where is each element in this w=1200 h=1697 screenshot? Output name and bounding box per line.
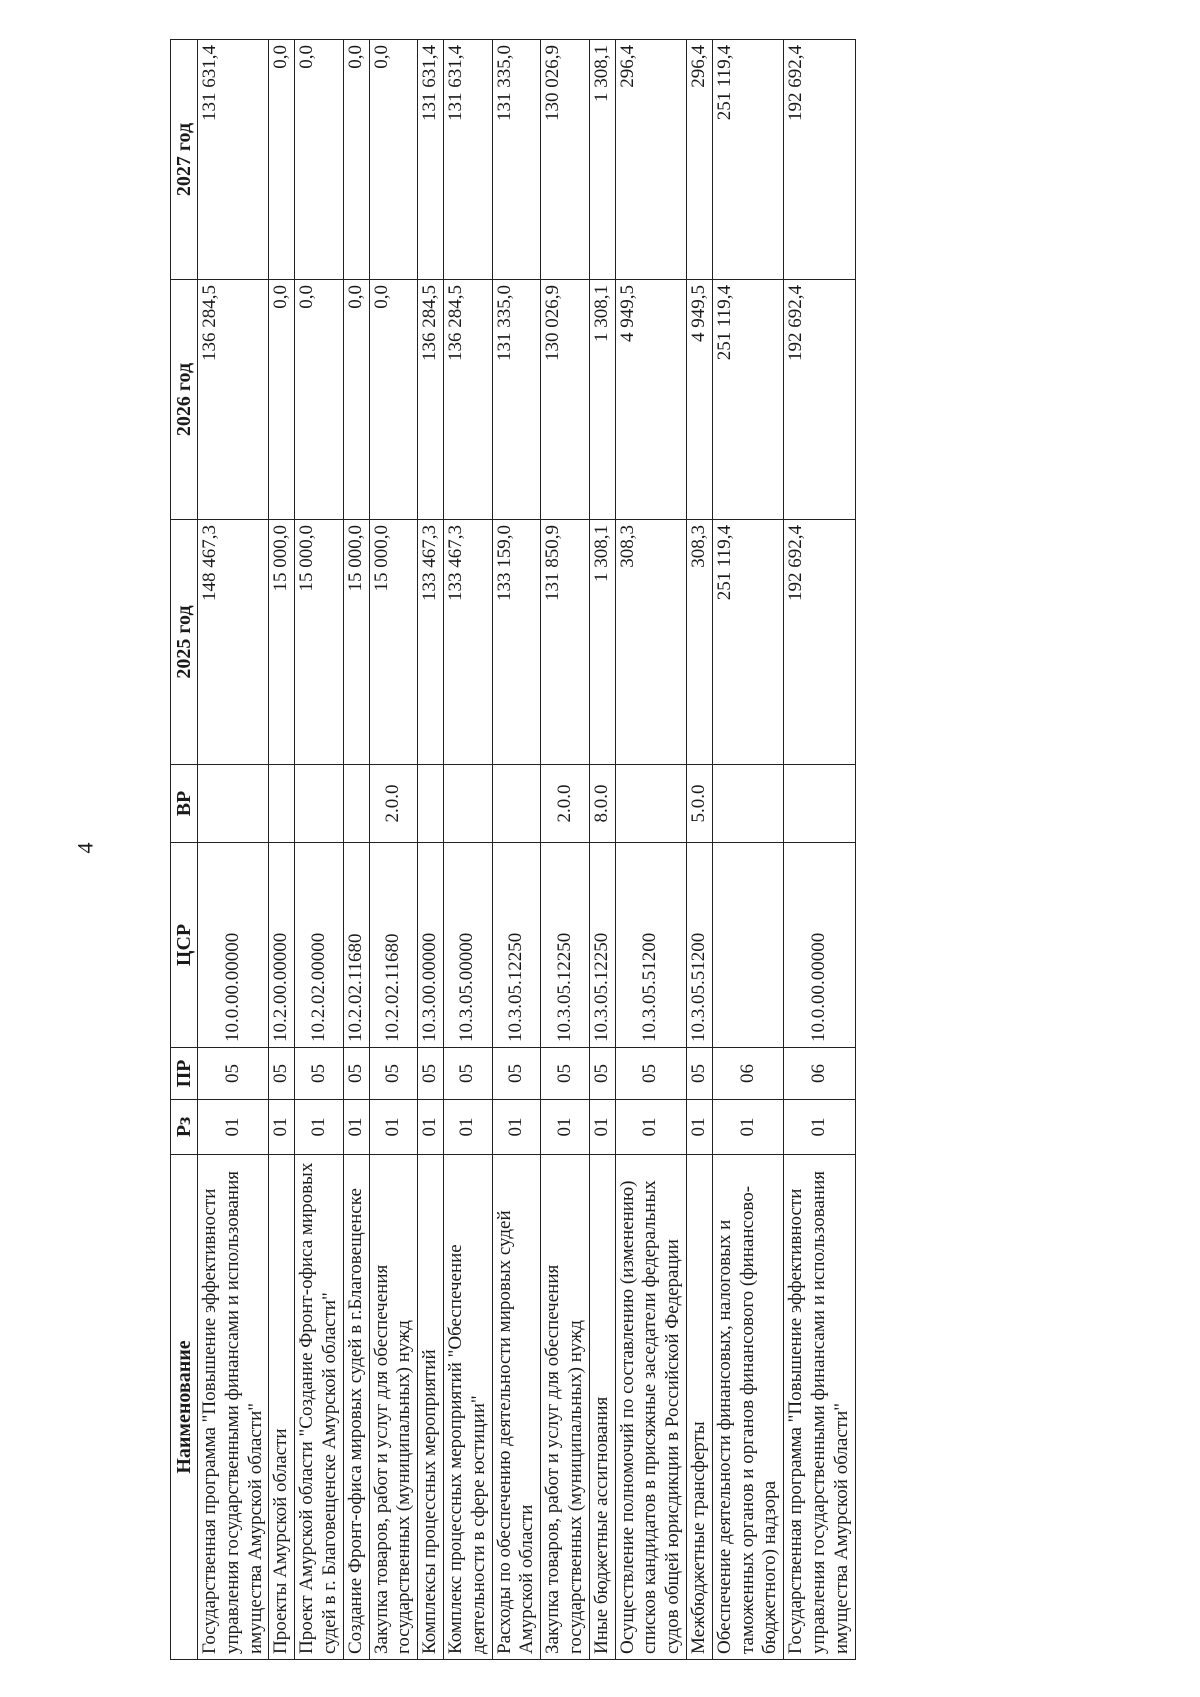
row-2025: 133 467,3 [443, 520, 492, 765]
row-pr: 05 [269, 1048, 295, 1100]
row-csr [712, 843, 783, 1048]
row-rz: 01 [615, 1100, 686, 1155]
row-2026: 192 692,4 [784, 280, 855, 520]
row-csr: 10.3.05.12250 [492, 843, 541, 1048]
row-2026: 0,0 [343, 280, 369, 520]
row-2027: 131 631,4 [443, 40, 492, 280]
row-2027: 131 631,4 [418, 40, 444, 280]
row-name: Межбюджетные трансферты [686, 1155, 712, 1660]
row-2025: 15 000,0 [295, 520, 344, 765]
row-csr: 10.3.05.12250 [541, 843, 590, 1048]
row-pr: 05 [492, 1048, 541, 1100]
row-vr [198, 765, 269, 843]
row-vr [712, 765, 783, 843]
row-2027: 0,0 [343, 40, 369, 280]
row-2026: 4 949,5 [686, 280, 712, 520]
row-pr: 05 [295, 1048, 344, 1100]
row-2027: 0,0 [369, 40, 418, 280]
row-name: Государственная программа "Повышение эффективности управления государственными финансами и использования имущества Амурской области" [198, 1155, 269, 1660]
row-2027: 192 692,4 [784, 40, 855, 280]
table-row [541, 40, 590, 1660]
row-2026: 136 284,5 [198, 280, 269, 520]
row-name: Закупка товаров, работ и услуг для обеспечения государственных (муниципальных) нужд [541, 1155, 590, 1660]
budget-table [170, 39, 856, 1660]
page-number: 4 [72, 842, 97, 854]
row-rz: 01 [712, 1100, 783, 1155]
row-csr: 10.2.02.11680 [369, 843, 418, 1048]
row-rz: 01 [295, 1100, 344, 1155]
row-vr [343, 765, 369, 843]
table-row [269, 40, 295, 1660]
header-csr: ЦСР [171, 843, 198, 1048]
table-row [686, 40, 712, 1660]
row-name: Создание Фронт-офиса мировых судей в г.Благовещенске [343, 1155, 369, 1660]
row-2026: 4 949,5 [615, 280, 686, 520]
row-2026: 0,0 [369, 280, 418, 520]
row-csr: 10.0.00.00000 [198, 843, 269, 1048]
row-pr: 05 [369, 1048, 418, 1100]
row-pr: 05 [198, 1048, 269, 1100]
row-2025: 133 467,3 [418, 520, 444, 765]
row-vr: 5.0.0 [686, 765, 712, 843]
row-name: Закупка товаров, работ и услуг для обеспечения государственных (муниципальных) нужд [369, 1155, 418, 1660]
row-csr: 10.2.02.00000 [295, 843, 344, 1048]
header-rz: Рз [171, 1100, 198, 1155]
row-2026: 251 119,4 [712, 280, 783, 520]
row-csr: 10.3.05.51200 [615, 843, 686, 1048]
row-rz: 01 [589, 1100, 615, 1155]
row-name: Проект Амурской области "Создание Фронт-офиса мировых судей в г. Благовещенске Амурской области" [295, 1155, 344, 1660]
header-2025: 2025 год [171, 520, 198, 765]
row-2025: 308,3 [615, 520, 686, 765]
row-rz: 01 [418, 1100, 444, 1155]
table-row [295, 40, 344, 1660]
row-name: Государственная программа "Повышение эффективности управления государственными финансами и использования имущества Амурской области" [784, 1155, 855, 1660]
row-name: Комплекс процессных мероприятий "Обеспечение деятельности в сфере юстиции" [443, 1155, 492, 1660]
row-rz: 01 [443, 1100, 492, 1155]
row-rz: 01 [492, 1100, 541, 1155]
row-csr: 10.2.02.11680 [343, 843, 369, 1048]
table-row [784, 40, 855, 1660]
table-row [369, 40, 418, 1660]
row-2027: 1 308,1 [589, 40, 615, 280]
header-vr: ВР [171, 765, 198, 843]
row-2026: 136 284,5 [418, 280, 444, 520]
row-rz: 01 [269, 1100, 295, 1155]
row-2025: 133 159,0 [492, 520, 541, 765]
row-2027: 131 335,0 [492, 40, 541, 280]
row-2027: 296,4 [686, 40, 712, 280]
row-pr: 06 [784, 1048, 855, 1100]
row-name: Расходы по обеспечению деятельности мировых судей Амурской области [492, 1155, 541, 1660]
row-vr [443, 765, 492, 843]
row-2026: 136 284,5 [443, 280, 492, 520]
row-pr: 06 [712, 1048, 783, 1100]
row-pr: 05 [343, 1048, 369, 1100]
row-name: Осуществление полномочий по составлению (изменению) списков кандидатов в присяжные заседатели федеральных судов общей юрисдикции в Российской Федерации [615, 1155, 686, 1660]
row-rz: 01 [343, 1100, 369, 1155]
table-row [343, 40, 369, 1660]
table-row [589, 40, 615, 1660]
rotated-table-container [170, 40, 1200, 1660]
row-name: Обеспечение деятельности финансовых, налоговых и таможенных органов и органов финансового (финансово-бюджетного) надзора [712, 1155, 783, 1660]
header-pr: ПР [171, 1048, 198, 1100]
row-2027: 0,0 [295, 40, 344, 280]
row-csr: 10.2.00.00000 [269, 843, 295, 1048]
table-row [615, 40, 686, 1660]
row-2025: 15 000,0 [369, 520, 418, 765]
row-2025: 192 692,4 [784, 520, 855, 765]
table-row [418, 40, 444, 1660]
table-row [443, 40, 492, 1660]
row-vr [784, 765, 855, 843]
table-row [492, 40, 541, 1660]
table-header-row [171, 40, 198, 1660]
row-vr [492, 765, 541, 843]
row-2025: 15 000,0 [343, 520, 369, 765]
row-2026: 130 026,9 [541, 280, 590, 520]
row-pr: 05 [541, 1048, 590, 1100]
row-rz: 01 [784, 1100, 855, 1155]
row-name: Иные бюджетные ассигнования [589, 1155, 615, 1660]
row-2025: 251 119,4 [712, 520, 783, 765]
row-2026: 131 335,0 [492, 280, 541, 520]
row-vr: 2.0.0 [369, 765, 418, 843]
header-name: Наименование [171, 1155, 198, 1660]
row-rz: 01 [686, 1100, 712, 1155]
row-rz: 01 [198, 1100, 269, 1155]
row-2026: 0,0 [295, 280, 344, 520]
row-rz: 01 [541, 1100, 590, 1155]
row-pr: 05 [418, 1048, 444, 1100]
row-2027: 296,4 [615, 40, 686, 280]
row-2025: 15 000,0 [269, 520, 295, 765]
rotated-table-wrapper [170, 40, 1200, 1660]
row-name: Комплексы процессных мероприятий [418, 1155, 444, 1660]
row-2025: 308,3 [686, 520, 712, 765]
header-2027: 2027 год [171, 40, 198, 280]
row-name: Проекты Амурской области [269, 1155, 295, 1660]
row-csr: 10.3.05.51200 [686, 843, 712, 1048]
row-pr: 05 [589, 1048, 615, 1100]
row-pr: 05 [686, 1048, 712, 1100]
row-2025: 1 308,1 [589, 520, 615, 765]
row-pr: 05 [443, 1048, 492, 1100]
row-2027: 130 026,9 [541, 40, 590, 280]
table-row [712, 40, 783, 1660]
row-csr: 10.3.05.00000 [443, 843, 492, 1048]
header-2026: 2026 год [171, 280, 198, 520]
row-csr: 10.3.00.00000 [418, 843, 444, 1048]
row-2027: 0,0 [269, 40, 295, 280]
row-csr: 10.3.05.12250 [589, 843, 615, 1048]
row-2027: 131 631,4 [198, 40, 269, 280]
row-rz: 01 [369, 1100, 418, 1155]
row-2026: 1 308,1 [589, 280, 615, 520]
table-row [198, 40, 269, 1660]
row-csr: 10.0.00.00000 [784, 843, 855, 1048]
row-2025: 131 850,9 [541, 520, 590, 765]
row-vr [269, 765, 295, 843]
row-2027: 251 119,4 [712, 40, 783, 280]
row-vr [295, 765, 344, 843]
row-2026: 0,0 [269, 280, 295, 520]
row-pr: 05 [615, 1048, 686, 1100]
row-vr [615, 765, 686, 843]
row-vr: 8.0.0 [589, 765, 615, 843]
row-vr [418, 765, 444, 843]
row-vr: 2.0.0 [541, 765, 590, 843]
row-2025: 148 467,3 [198, 520, 269, 765]
